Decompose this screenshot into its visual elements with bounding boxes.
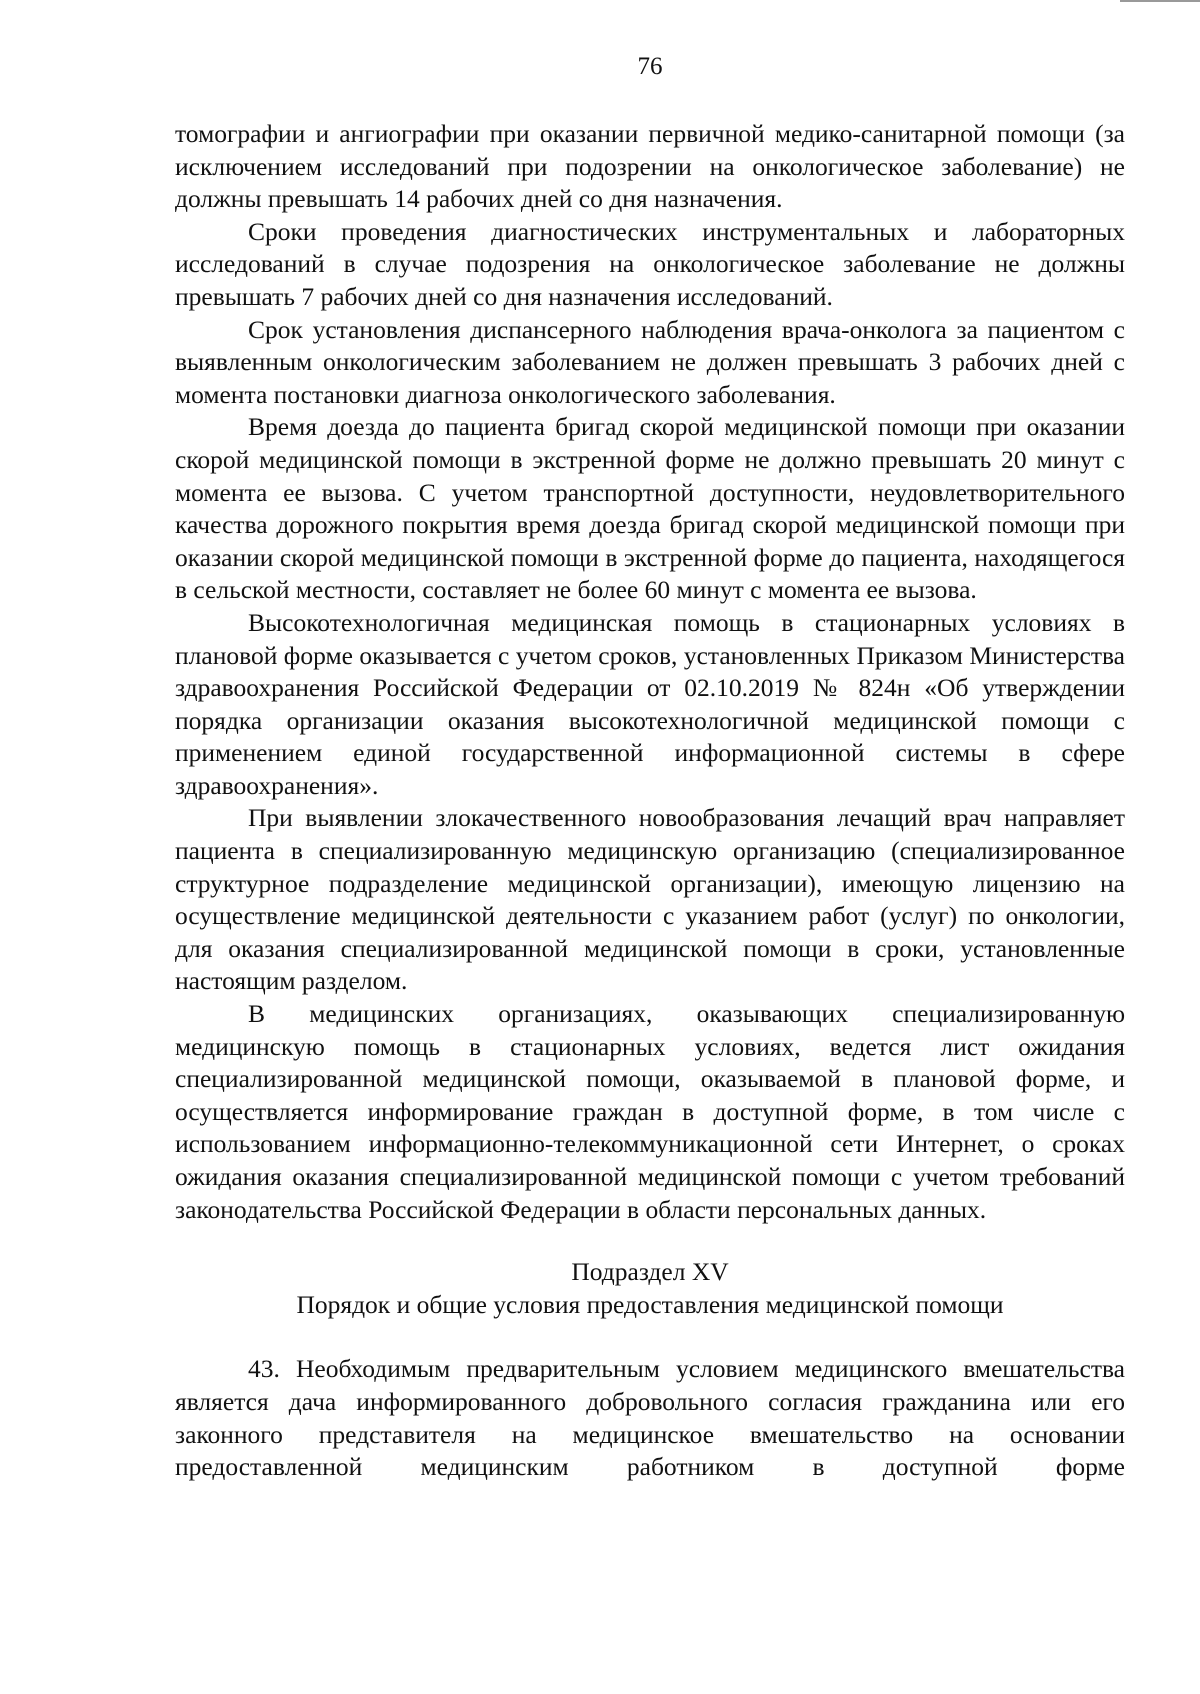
paragraph-7: В медицинских организациях, оказывающих специализированную медицинскую помощь в стационарных условиях, ведется лист ожидания специализированной медицинской помощи, оказываемой в плановой форме, и осуществляется информирование граждан в доступной форме, в том числе с использованием информационно-телекоммуникационной сети Интернет, о сроках ожидания оказания специализированной медицинской помощи с учетом требований законодательства Российской Федерации в области персональных данных. bbox=[175, 999, 1125, 1224]
scan-edge-mark bbox=[1120, 0, 1200, 6]
document-body bbox=[175, 118, 1125, 1484]
paragraph-3: Срок установления диспансерного наблюдения врача-онколога за пациентом с выявленным онкологическим заболеванием не должен превышать 3 рабочих дней с момента постановки диагноза онкологического заболевания. bbox=[175, 314, 1125, 409]
paragraph-5: Высокотехнологичная медицинская помощь в стационарных условиях в плановой форме оказывается с учетом сроков, установленных Приказом Министерства здравоохранения Российской Федерации от 02.10.2019 № 824н «Об утверждении порядка организации оказания высокотехнологичной медицинской помощи с применением единой государственной информационной системы в сфере здравоохранения». bbox=[175, 607, 1125, 800]
paragraph-43: 43. Необходимым предварительным условием медицинского вмешательства является дача информированного добровольного согласия гражданина или его законного представителя на медицинское вмешательство на основании предоставленной медицинским работником в доступной форме bbox=[175, 1354, 1125, 1482]
paragraph-4: Время доезда до пациента бригад скорой медицинской помощи при оказании скорой медицинской помощи в экстренной форме не должно превышать 20 минут с момента ее вызова. С учетом транспортной доступности, неудовлетворительного качества дорожного покрытия время доезда бригад скорой медицинской помощи при оказании скорой медицинской помощи в экстренной форме до пациента, находящегося в сельской местности, составляет не более 60 минут с момента ее вызова. bbox=[175, 412, 1125, 605]
section-number: Подраздел XV bbox=[571, 1257, 729, 1287]
paragraph-1: томографии и ангиографии при оказании первичной медико-санитарной помощи (за исключением исследований при подозрении на онкологическое заболевание) не должны превышать 14 рабочих дней со дня назначения. bbox=[175, 119, 1125, 214]
paragraph-6: При выявлении злокачественного новообразования лечащий врач направляет пациента в специализированную медицинскую организацию (специализированное структурное подразделение медицинской организации), имеющую лицензию на осуществление медицинской деятельности с указанием работ (услуг) по онкологии, для оказания специализированной медицинской помощи в сроки, установленные настоящим разделом. bbox=[175, 803, 1125, 996]
paragraph-2: Сроки проведения диагностических инструментальных и лабораторных исследований в случае подозрения на онкологическое заболевание не должны превышать 7 рабочих дней со дня назначения исследований. bbox=[175, 216, 1125, 311]
page-number: 76 bbox=[637, 53, 663, 80]
section-title: Порядок и общие условия предоставления медицинской помощи bbox=[296, 1289, 1004, 1319]
